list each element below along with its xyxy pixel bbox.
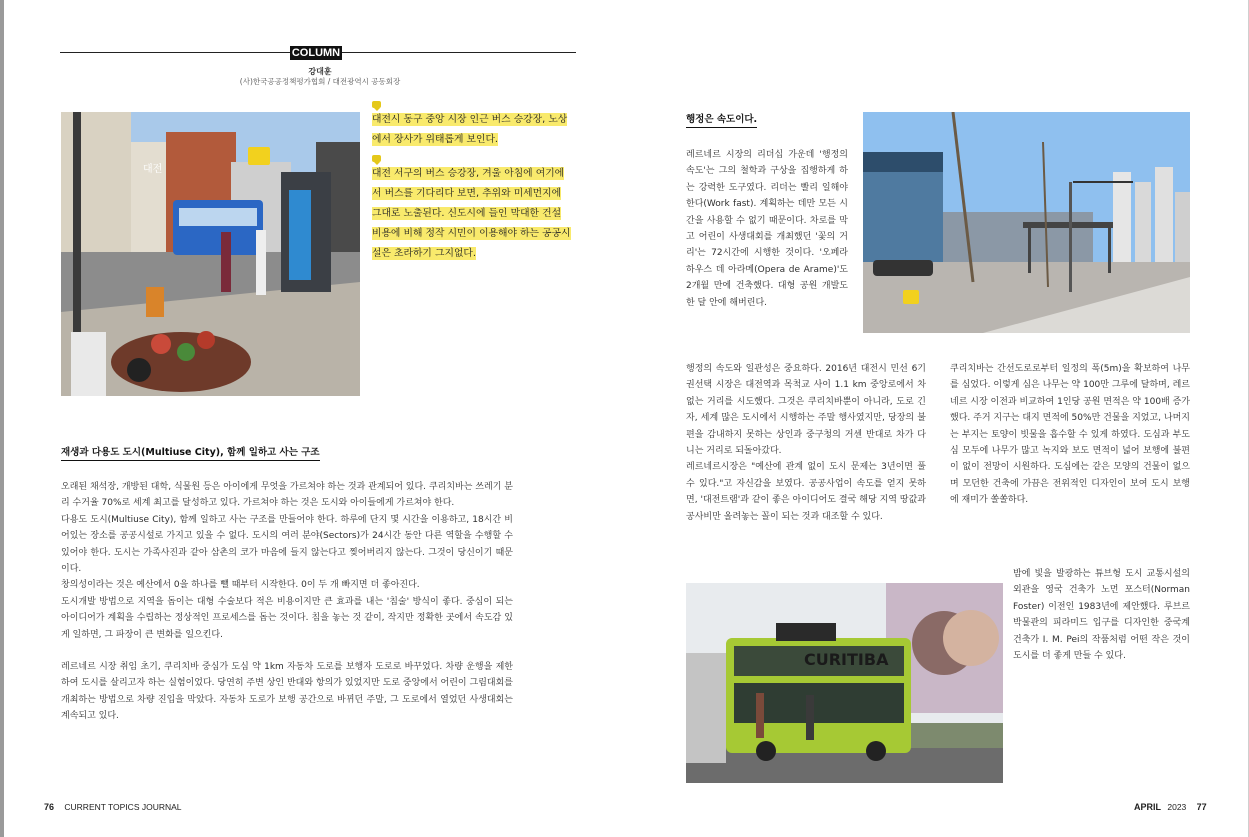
paragraph: 도시개발 방법으로 지역을 돕이는 대형 수술보다 적은 비용이지만 큰 효과를 내는 '침술' 방식이 좋다. 중심이 되는 아이디어가 계획을 수립하는 정상적인 프로세스를 돕는 것이다. 침을 놓는 것 같이, 작지만 정확한 곳에서 속도감 있게 일하면, 그 파장이 큰 변화를 일으킨다. bbox=[61, 596, 513, 640]
issue-month: APRIL bbox=[1134, 802, 1161, 812]
paragraph: 창의성이라는 것은 예산에서 0을 하나를 뺄 때부터 시작한다. 0이 두 개 빠지면 더 좋아진다. bbox=[61, 580, 420, 591]
bus-sign-text: 대전 bbox=[143, 164, 163, 175]
right-column-2 bbox=[950, 361, 1190, 509]
speech-bubble-icon bbox=[372, 155, 381, 162]
speech-bubble-icon bbox=[372, 101, 381, 108]
right-section-heading: 행정은 속도이다. bbox=[686, 111, 757, 128]
paragraph: 오래된 채석장, 개방된 대학, 식물원 등은 아이에게 무엇을 가르쳐야 하는 것과 관계되어 있다. 쿠리치바는 쓰레기 분리 수거율 70%로 세계 최고를 달성하고 있다. 가르쳐야 하는 것은 도시와 아이들에게 가르쳐야 한다. bbox=[61, 482, 513, 509]
bus-stop-photo bbox=[863, 112, 1190, 333]
paragraph: 레르네르 시장 취임 초기, 쿠리치바 중심가 도심 약 1km 자동차 도로를 보행자 도로로 바꾸었다. 차량 운행을 제한하여 도시를 살리고자 하는 실험이었다. 당연히 주변 상인 반대와 항의가 있었지만 도로 중앙에서 어린이 그림대회를 개최하는 방법으로 차량 진입을 막았다. 자동차 도로가 보행 공간으로 바뀌던 주말, 그 도로에서 열었던 사생대회는 계속되고 있다. bbox=[61, 662, 513, 722]
right-intro-text: 레르네르 시장의 리더십 가운데 '행정의 속도'는 그의 철학과 구상을 집행하게 하는 강력한 도구였다. 리더는 빨리 일해야 한다(Work fast). 계획하는 데만 모든 시간을 사용할 수 없기 때문이다. 차로를 막고 어린이 사생대회를 개최했던 '꽃의 거리'는 72시간에 시행한 것이다. '오페라 하우스 데 아라메(Opera de Arame)'도 2개월 만에 건축했다. 대형 공원 개발도 한 달 안에 해버린다. bbox=[686, 150, 848, 308]
left-section-heading: 재생과 다용도 도시(Multiuse City), 함께 일하고 사는 구조 bbox=[61, 444, 320, 461]
journal-title: CURRENT TOPICS JOURNAL bbox=[64, 802, 182, 812]
author-affiliation: (사)한국공공정책평가협회 / 대전광역시 공동회장 bbox=[239, 77, 401, 86]
right-bottom-text: 밤에 빛을 발광하는 튜브형 도시 교통시설의 외관을 영국 건축가 노먼 포스터(Norman Foster) 이전인 1983년에 제안했다. 루브르 박물관의 피라미드 입구를 디자인한 중국계 건축가 I. M. Pei의 작품처럼 어떤 작은 것이 도시를 더 좋게 만들 수 있다. bbox=[1013, 569, 1190, 662]
paragraph: 다용도 도시(Multiuse City), 함께 일하고 사는 구조를 만들어야 한다. 하루에 단지 몇 시간을 이용하고, 18시간 비어있는 장소를 공공시설로 가지고 있을 수 없다. 도시의 여러 분야(Sectors)가 24시간 동안 다른 역할을 수행할 수 있어야 한다. 도시는 가족사진과 같아 삼촌의 코가 마음에 들지 않는다고 찢어버리지 않는다. 그것이 당신이기 때문이다. bbox=[61, 514, 513, 575]
page-number-left: 76 bbox=[44, 802, 55, 812]
market-street-photo bbox=[61, 112, 360, 396]
footer-right bbox=[1134, 802, 1207, 812]
footer-left bbox=[44, 802, 182, 812]
column-tag: COLUMN bbox=[291, 47, 341, 59]
photo-caption-1: 대전시 동구 중앙 시장 인근 버스 승강장, 노상에서 장사가 위태롭게 보인다. bbox=[372, 101, 572, 150]
photo-caption-2: 대전 서구의 버스 승강장, 겨울 아침에 여기에서 버스를 기다리다 보면, 추위와 미세먼지에 그대로 노출된다. 신도시에 들인 막대한 건설 비용에 비해 정작 시민이 이용해야 하는 공공시설은 초라하기 그지없다. bbox=[372, 155, 572, 264]
bus-banner-text: CURITIBA bbox=[804, 650, 889, 669]
right-column-1 bbox=[686, 361, 926, 525]
page-number-right: 77 bbox=[1196, 802, 1207, 812]
curitiba-bus-photo bbox=[686, 583, 1003, 783]
author-name: 강대훈 bbox=[308, 67, 332, 76]
left-body-text bbox=[61, 479, 513, 725]
paragraph: 레르네르시장은 "예산에 관계 없이 도시 문제는 3년이면 풀 수 있다."고 자신감을 보였다. 공공사업이 속도를 얻지 못하면, '대전트램'과 같이 좋은 아이디어도 결국 해당 지역 땅값과 공사비만 올려놓는 꼴이 되는 것과 대조할 수 있다. bbox=[686, 462, 926, 522]
paragraph: 행정의 속도와 일관성은 중요하다. 2016년 대전시 민선 6기 권선택 시장은 대전역과 목척교 사이 1.1 km 중앙로에서 차 없는 거리를 시도했다. 그것은 쿠리치바뿐이 아니라, 도로 긴자, 세계 많은 도시에서 시행하는 주말 행사였지만, 당장의 불편을 감내하지 못하는 상인과 중구청의 거센 반대로 차가 다니는 거리로 되돌아갔다. bbox=[686, 364, 926, 457]
book-spine bbox=[0, 0, 4, 837]
paragraph: 쿠리치바는 간선도로로부터 일정의 폭(5m)을 확보하여 나무를 심었다. 이렇게 심은 나무는 약 100만 그루에 달하며, 레르네르 시장 이전과 비교하여 1인당 공원 면적은 약 100배 증가했다. 주거 지구는 대지 면적에 50%만 건물을 지었고, 나머지는 부지는 토양이 빗물을 흡수할 수 있게 하였다. 도심과 부도심 모두에 나무가 많고 녹지와 보도 면적이 넓어 보행에 불편이 없이 전망이 시원하다. 도심에는 같은 모양의 건물이 없으며 모던한 건축에 가끔은 전위적인 디자인이 보여 도시 보행에 재미가 쏠쏠하다. bbox=[950, 364, 1190, 506]
issue-year: 2023 bbox=[1167, 802, 1187, 812]
